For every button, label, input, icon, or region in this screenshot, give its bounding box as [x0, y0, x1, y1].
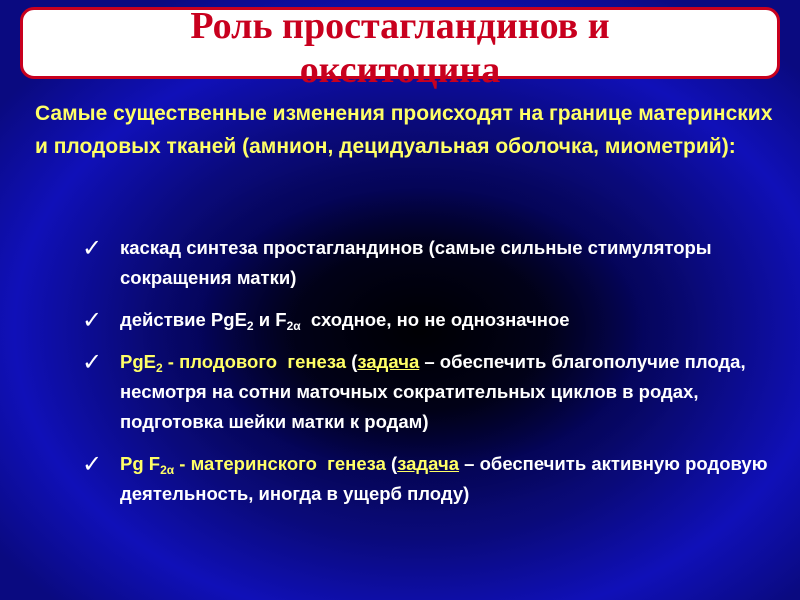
subscript-2: 2	[246, 319, 254, 333]
intro-paragraph: Самые существенные изменения происходят на границе материнских и плодовых тканей (амнион, децидуальная оболочка, миометрий):	[35, 102, 773, 158]
bullet-item-pge2-fetal	[82, 347, 782, 437]
highlight-subscript: 2	[155, 361, 163, 375]
bullet-item-prostaglandin-cascade	[82, 233, 782, 293]
subscript-2a: 2α	[286, 319, 301, 333]
bullet-text: каскад синтеза простагландинов (самые сильные стимуляторы сокращения матки)	[120, 237, 712, 288]
highlight-fetal-genesis: - плодового генеза	[162, 351, 347, 372]
bullet-text-rest: – обеспечить активную родовую деятельность, иногда в ущерб плоду)	[120, 453, 768, 504]
check-icon: ✓	[82, 306, 103, 334]
bullet-item-pgf2a-maternal	[82, 449, 782, 509]
highlight-pge: PgE	[120, 351, 156, 372]
title-box	[20, 5, 780, 91]
paren-open: (	[346, 351, 358, 372]
highlight-maternal-genesis: - материнского генеза	[174, 453, 386, 474]
highlight-subscript: 2α	[160, 463, 175, 477]
task-label: задача	[357, 351, 420, 372]
bullet-text-rest: – обеспечить благополучие плода, несмотря на сотни маточных сократительных циклов в родах, подготовка шейки матки к родам)	[120, 351, 746, 432]
bullet-list	[82, 233, 782, 521]
bullet-text-mid: и F	[253, 309, 287, 330]
check-icon: ✓	[82, 348, 103, 376]
bullet-text-pre: действие PgE	[120, 309, 247, 330]
slide-title-line-1: Роль простагландинов и	[190, 5, 610, 47]
check-icon: ✓	[82, 450, 103, 478]
paren-open: (	[385, 453, 398, 474]
bullet-text-post: сходное, но не однозначное	[300, 309, 570, 330]
slide-title-line-2: окситоцина	[299, 49, 501, 91]
slide-title	[23, 4, 777, 92]
check-icon: ✓	[82, 234, 103, 262]
bullet-item-pge2-f2a-action	[82, 305, 782, 335]
task-label: задача	[397, 453, 460, 474]
highlight-pgf: Pg F	[120, 453, 161, 474]
